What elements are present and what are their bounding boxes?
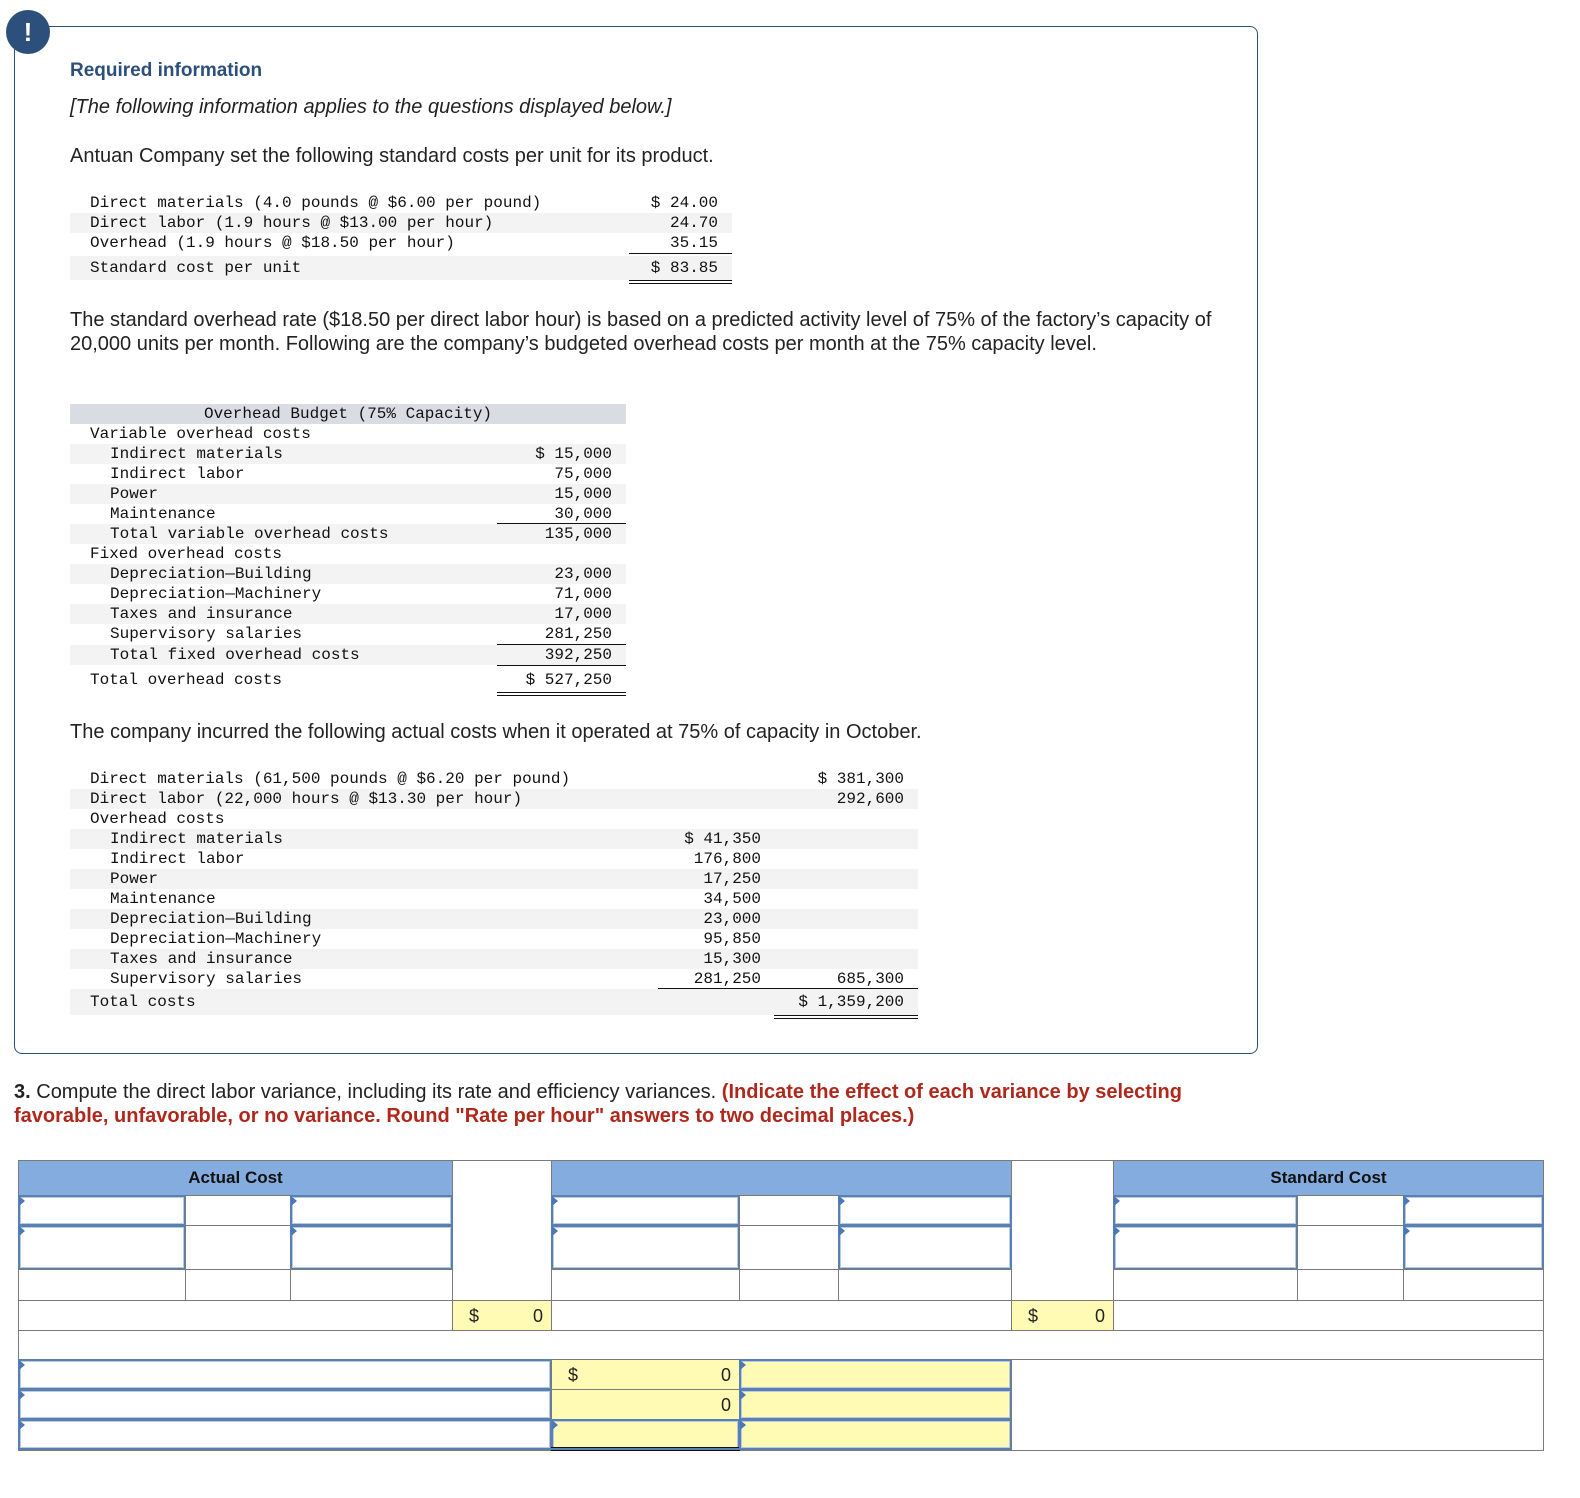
table-row: Power 17,250 <box>70 869 918 889</box>
table-row: Indirect materials $ 41,350 <box>70 829 918 849</box>
table-row: Depreciation—Machinery 71,000 <box>110 585 612 603</box>
double-underline <box>774 1015 918 1019</box>
grid-cell <box>1297 1269 1404 1301</box>
table-row: Fixed overhead costs <box>90 545 283 563</box>
standard-label-input-2[interactable] <box>1113 1225 1298 1270</box>
variance-effect-select-3[interactable] <box>739 1419 1012 1450</box>
variance-effect-select-2[interactable] <box>739 1389 1012 1420</box>
variance-label-input-2[interactable] <box>18 1389 552 1420</box>
middle-operator-cell <box>739 1195 839 1226</box>
table-row: Taxes and insurance 15,300 <box>70 949 918 969</box>
double-underline <box>551 1447 740 1451</box>
variance-amount-1: $ 0 <box>551 1359 740 1390</box>
table-row: Maintenance 34,500 <box>110 890 761 908</box>
actual-label-input-2[interactable] <box>18 1225 186 1270</box>
variance-label-input-1[interactable] <box>18 1359 552 1390</box>
variance-label-input-3[interactable] <box>18 1419 552 1450</box>
table-row: Power 15,000 <box>70 484 626 504</box>
standard-cost-total: $ 0 <box>1011 1300 1114 1331</box>
grid-cell <box>1011 1359 1544 1451</box>
grid-cell <box>290 1269 453 1301</box>
table-row: Supervisory salaries 281,250 685,300 <box>110 970 904 988</box>
table-row: Depreciation—Machinery 95,850 <box>110 930 761 948</box>
alert-icon: ! <box>6 10 50 54</box>
standard-operator-cell <box>1297 1225 1404 1270</box>
table-row: Depreciation—Building 23,000 <box>70 564 626 584</box>
table-row: Overhead (1.9 hours @ $18.50 per hour) 35.15 <box>90 234 718 252</box>
table-row: Depreciation—Building 23,000 <box>70 909 918 929</box>
spacer-column <box>452 1160 552 1301</box>
table-row-total: Total overhead costs $ 527,250 <box>90 671 612 689</box>
grid-cell <box>1113 1300 1544 1331</box>
standard-value-input-1[interactable] <box>1403 1195 1544 1226</box>
table-row-total: Standard cost per unit $ 83.85 <box>70 256 732 280</box>
standard-operator-cell <box>1297 1195 1404 1226</box>
table-row: Direct labor (22,000 hours @ $13.30 per hour) 292,600 <box>70 789 918 809</box>
actual-operator-cell <box>185 1195 291 1226</box>
underline <box>629 253 732 254</box>
grid-cell <box>739 1269 839 1301</box>
grid-cell <box>551 1269 740 1301</box>
variance-effect-select-1[interactable] <box>739 1359 1012 1390</box>
table-row: Direct labor (1.9 hours @ $13.00 per hour) 24.70 <box>70 213 732 233</box>
table-row: Taxes and insurance 17,000 <box>70 604 626 624</box>
actual-cost-total: $ 0 <box>452 1300 552 1331</box>
grid-cell <box>185 1269 291 1301</box>
overhead-budget-title: Overhead Budget (75% Capacity) <box>70 404 626 424</box>
middle-label-input-2[interactable] <box>551 1225 740 1270</box>
actual-costs-paragraph: The company incurred the following actual costs when it operated at 75% of capacity in October. <box>70 721 922 743</box>
table-row-subtotal: Total variable overhead costs 135,000 <box>70 524 626 544</box>
standard-value-input-2[interactable] <box>1403 1225 1544 1270</box>
grid-cell <box>1403 1269 1544 1301</box>
table-row: Supervisory salaries 281,250 <box>110 625 612 643</box>
table-row: Direct materials (4.0 pounds @ $6.00 per pound) $ 24.00 <box>90 194 718 212</box>
table-row: Indirect materials $ 15,000 <box>70 444 626 464</box>
actual-operator-cell <box>185 1225 291 1270</box>
table-row: Variable overhead costs <box>90 425 311 443</box>
intro-paragraph: Antuan Company set the following standard costs per unit for its product. <box>70 145 714 167</box>
header-standard-cost: Standard Cost <box>1113 1160 1544 1196</box>
middle-label-input-1[interactable] <box>551 1195 740 1226</box>
double-underline <box>629 280 732 284</box>
underline <box>497 665 626 666</box>
grid-cell <box>18 1269 186 1301</box>
middle-value-input-1[interactable] <box>838 1195 1012 1226</box>
middle-value-input-2[interactable] <box>838 1225 1012 1270</box>
standard-label-input-1[interactable] <box>1113 1195 1298 1226</box>
grid-cell <box>1113 1269 1298 1301</box>
double-underline <box>497 692 626 696</box>
table-row: Maintenance 30,000 <box>110 505 612 523</box>
variance-amount-input-3[interactable] <box>551 1419 740 1450</box>
spacer-column <box>1011 1160 1114 1301</box>
question-prompt: 3. Compute the direct labor variance, including its rate and efficiency variances. (Indicate the effect of each variance by selecting favorable, unfavorable, or no variance. Round "Rate per hour" answers to two decimal places.) <box>14 1081 1182 1127</box>
actual-label-input-1[interactable] <box>18 1195 186 1226</box>
header-actual-cost: Actual Cost <box>18 1160 453 1196</box>
middle-operator-cell <box>739 1225 839 1270</box>
header-middle <box>551 1160 1012 1196</box>
overhead-rate-paragraph: The standard overhead rate ($18.50 per direct labor hour) is based on a predicted activity level of 75% of the factory’s capacity of 20,000 units per month. Following are the company’s budgeted overhead costs per month at the 75% capacity level. <box>70 309 1212 355</box>
table-row: Direct materials (61,500 pounds @ $6.20 per pound) $ 381,300 <box>90 770 904 788</box>
grid-spacer-row <box>18 1330 1544 1360</box>
actual-value-input-2[interactable] <box>290 1225 453 1270</box>
table-row-subtotal: Total fixed overhead costs 392,250 <box>70 645 626 665</box>
table-row: Indirect labor 176,800 <box>110 850 761 868</box>
table-row-total: Total costs $ 1,359,200 <box>70 989 918 1015</box>
table-row: Overhead costs <box>90 810 225 828</box>
variance-amount-2: 0 <box>551 1389 740 1420</box>
required-information-subtitle: [The following information applies to the questions displayed below.] <box>70 96 672 118</box>
grid-cell <box>551 1300 1012 1331</box>
actual-value-input-1[interactable] <box>290 1195 453 1226</box>
required-information-title: Required information <box>70 60 263 81</box>
grid-cell <box>18 1300 453 1331</box>
table-row: Indirect labor 75,000 <box>110 465 612 483</box>
grid-cell <box>838 1269 1012 1301</box>
